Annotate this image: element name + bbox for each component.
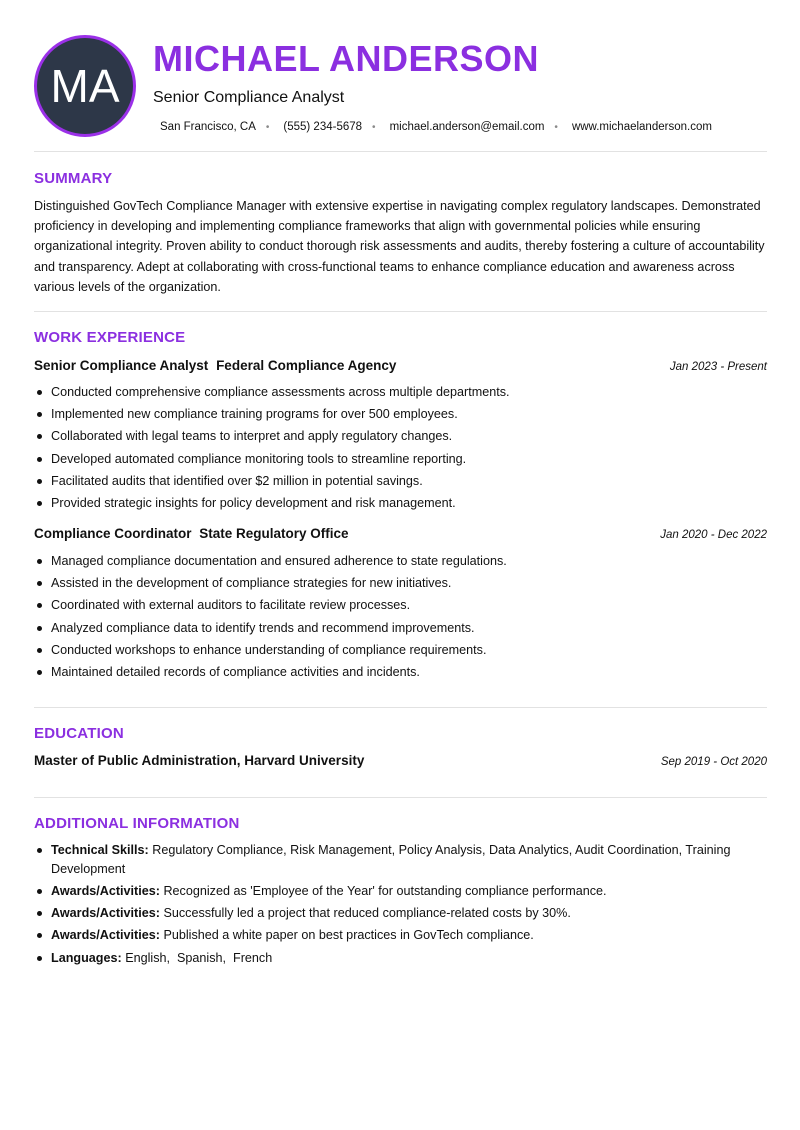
item-text: Published a white paper on best practices in GovTech compliance. <box>163 928 534 942</box>
job-bullets <box>34 384 767 517</box>
job-organization: Federal Compliance Agency <box>216 358 397 373</box>
list-item: Maintained detailed records of compliance activities and incidents. <box>34 664 767 686</box>
additional-info-heading: ADDITIONAL INFORMATION <box>34 815 240 832</box>
list-item: Conducted comprehensive compliance assessments across multiple departments. <box>34 384 767 406</box>
education-heading: EDUCATION <box>34 725 124 742</box>
separator-dot: • <box>265 121 270 133</box>
separator-dot: • <box>372 121 376 133</box>
job-dates: Jan 2020 - Dec 2022 <box>660 529 767 541</box>
additional-info-list <box>34 841 767 971</box>
education-degree: Master of Public Administration, Harvard University <box>34 753 365 768</box>
job-role: Compliance Coordinator <box>34 526 192 541</box>
list-item: Implemented new compliance training programs for over 500 employees. <box>34 406 767 428</box>
list-item <box>34 904 767 923</box>
job-bullets <box>34 553 767 686</box>
section-divider <box>34 797 767 798</box>
summary-heading: SUMMARY <box>34 170 113 187</box>
job-title-line <box>34 526 767 541</box>
section-divider <box>34 151 767 152</box>
item-text: English, Spanish, French <box>125 951 273 965</box>
summary-text: Distinguished GovTech Compliance Manager with extensive expertise in navigating complex regulatory landscapes. Demonstrated proficiency in developing and implementing compliance frameworks that align with governmental policies while ensuring organizational integrity. Proven ability to conduct thorough risk assessments and audits, thereby fostering a culture of accountability and transparency. Adept at collaborating with cross-functional teams to enhance compliance education and awareness across various levels of the organization. <box>34 199 765 294</box>
item-label: Awards/Activities: <box>51 884 160 898</box>
item-label: Languages: <box>51 951 122 965</box>
item-label: Awards/Activities: <box>51 928 160 942</box>
item-text: Regulatory Compliance, Risk Management, Policy Analysis, Data Analytics, Audit Coordination, Training Development <box>51 843 731 876</box>
list-item <box>34 841 767 879</box>
job-organization: State Regulatory Office <box>199 526 349 541</box>
list-item: Managed compliance documentation and ensured adherence to state regulations. <box>34 553 767 575</box>
list-item: Coordinated with external auditors to facilitate review processes. <box>34 597 767 619</box>
candidate-name: MICHAEL ANDERSON <box>153 38 540 79</box>
work-experience-heading: WORK EXPERIENCE <box>34 329 186 346</box>
list-item: Developed automated compliance monitoring tools to streamline reporting. <box>34 451 767 473</box>
list-item: Analyzed compliance data to identify trends and recommend improvements. <box>34 620 767 642</box>
list-item: Conducted workshops to enhance understanding of compliance requirements. <box>34 642 767 664</box>
contact-website[interactable]: www.michaelanderson.com <box>571 121 712 133</box>
section-divider <box>34 707 767 708</box>
job-title-line <box>34 358 767 373</box>
item-label: Technical Skills: <box>51 843 149 857</box>
job-dates: Jan 2023 - Present <box>669 361 767 373</box>
contact-email[interactable]: michael.anderson@email.com <box>389 121 545 133</box>
list-item: Provided strategic insights for policy development and risk management. <box>34 495 767 517</box>
candidate-title: Senior Compliance Analyst <box>153 89 345 106</box>
item-label: Awards/Activities: <box>51 906 160 920</box>
job-role: Senior Compliance Analyst <box>34 358 209 373</box>
item-text: Successfully led a project that reduced compliance-related costs by 30%. <box>163 906 571 920</box>
education-dates: Sep 2019 - Oct 2020 <box>660 756 767 768</box>
contact-phone: (555) 234-5678 <box>283 121 363 133</box>
contact-line <box>160 121 712 133</box>
list-item <box>34 926 767 945</box>
separator-dot: • <box>554 121 558 133</box>
section-divider <box>34 311 767 312</box>
avatar: MA <box>34 35 136 137</box>
item-text: Recognized as 'Employee of the Year' for outstanding compliance performance. <box>163 884 607 898</box>
list-item <box>34 949 767 968</box>
list-item: Facilitated audits that identified over $2 million in potential savings. <box>34 473 767 495</box>
list-item: Assisted in the development of compliance strategies for new initiatives. <box>34 575 767 597</box>
contact-location: San Francisco, CA <box>160 121 256 133</box>
list-item <box>34 882 767 901</box>
list-item: Collaborated with legal teams to interpret and apply regulatory changes. <box>34 428 767 450</box>
